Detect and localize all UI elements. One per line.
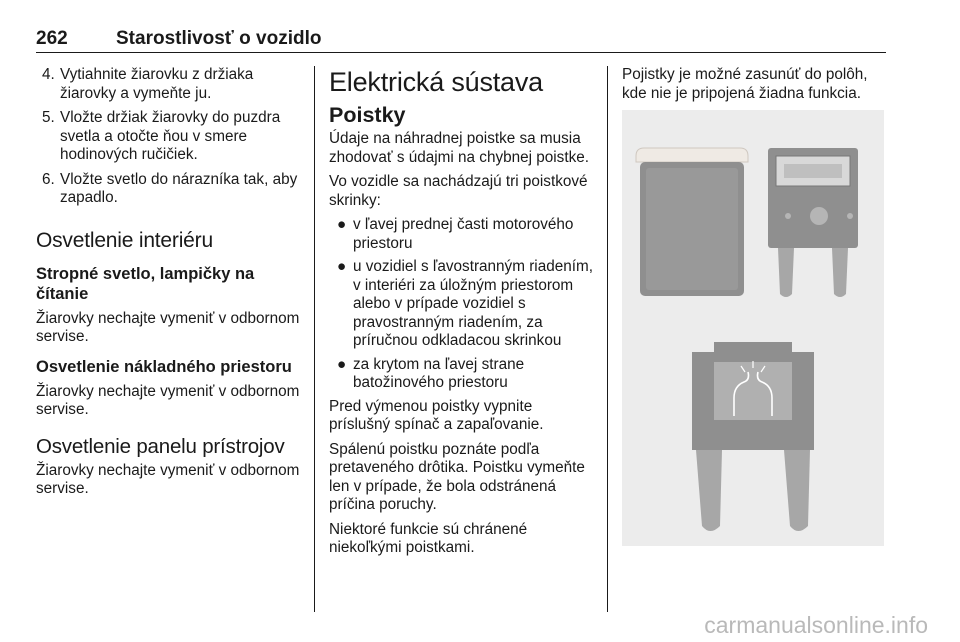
panel-light-text: Žiarovky nechajte vymeniť v odbornom servise. xyxy=(36,461,300,497)
step-number: 6. xyxy=(42,170,55,188)
cargo-light-text: Žiarovky nechajte vymeniť v odbornom servise. xyxy=(36,382,300,418)
running-title: Starostlivosť o vozidlo xyxy=(116,28,322,49)
fuse-drawing xyxy=(622,110,884,546)
step-item xyxy=(36,109,302,165)
fuse-slot-note: Pojistky je možné zasunúť do polôh, kde nie je pripojená žiadna funkcia. xyxy=(622,66,868,102)
step-text: Vložte svetlo do nárazníka tak, aby zapadlo. xyxy=(60,170,298,206)
cargo-light-heading: Osvetlenie nákladného priestoru xyxy=(36,357,292,376)
column-right xyxy=(622,66,888,103)
step-item xyxy=(36,171,302,208)
list-item-text: u vozidiel s ľavostranným riadením, v interiéri za úložným priestorom alebo v prípade vozidiel s pravostranným riadením, za príručnou odkladacou skrinkou xyxy=(353,258,593,349)
chapter-title: Elektrická sústava xyxy=(329,67,543,97)
list-item-text: za krytom na ľavej strane batožinového priestoru xyxy=(353,355,525,391)
column-divider xyxy=(607,66,608,612)
list-item xyxy=(329,258,595,351)
fuse-paragraph: Spálenú poistku poznáte podľa pretaveného drôtika. Poistku vymeňte len v prípade, že bola odstránená príčina poruchy. xyxy=(329,440,585,513)
fuse-side-view-icon xyxy=(636,148,748,296)
column-left xyxy=(36,66,302,499)
step-number: 5. xyxy=(42,109,55,126)
fuse-paragraph: Niektoré funkcie sú chránené niekoľkými poistkami. xyxy=(329,520,528,556)
header-divider xyxy=(36,52,886,53)
reading-light-heading: Stropné svetlo, lampičky na čítanie xyxy=(36,264,255,303)
step-number: 4. xyxy=(42,66,55,83)
list-item xyxy=(329,356,595,393)
panel-light-heading: Osvetlenie panelu prístrojov xyxy=(36,434,285,458)
step-text: Vložte držiak žiarovky do puzdra svetla a otočte ňou v smere hodinových ručičiek. xyxy=(60,109,281,163)
step-text: Vytiahnite žiarovku z držiaka žiarovky a vymeňte ju. xyxy=(60,66,254,102)
watermark: carmanualsonline.info xyxy=(704,612,928,638)
blown-fuse-icon xyxy=(692,342,814,531)
column-divider xyxy=(314,66,315,612)
page-number: 262 xyxy=(36,28,68,49)
list-item-text: v ľavej prednej časti motorového priestoru xyxy=(353,216,574,252)
interior-lighting-heading: Osvetlenie interiéru xyxy=(36,228,213,252)
column-middle xyxy=(329,66,595,558)
fuse-illustration xyxy=(622,110,884,546)
fuses-heading: Poistky xyxy=(329,103,406,127)
step-item xyxy=(36,66,302,103)
bullet-icon: ● xyxy=(337,216,347,233)
bullet-icon: ● xyxy=(337,258,347,275)
fuse-front-view-icon xyxy=(768,148,858,297)
fuse-paragraph: Pred výmenou poistky vypnite príslušný spínač a zapaľovanie. xyxy=(329,397,544,433)
fuse-paragraph: Vo vozidle sa nachádzajú tri poistkové skrinky: xyxy=(329,173,588,209)
fuse-paragraph: Údaje na náhradnej poistke sa musia zhodovať s údajmi na chybnej poistke. xyxy=(329,130,589,166)
page-header xyxy=(36,28,886,52)
bullet-icon: ● xyxy=(337,355,347,373)
reading-light-text: Žiarovky nechajte vymeniť v odbornom servise. xyxy=(36,309,300,345)
list-item xyxy=(329,216,595,253)
